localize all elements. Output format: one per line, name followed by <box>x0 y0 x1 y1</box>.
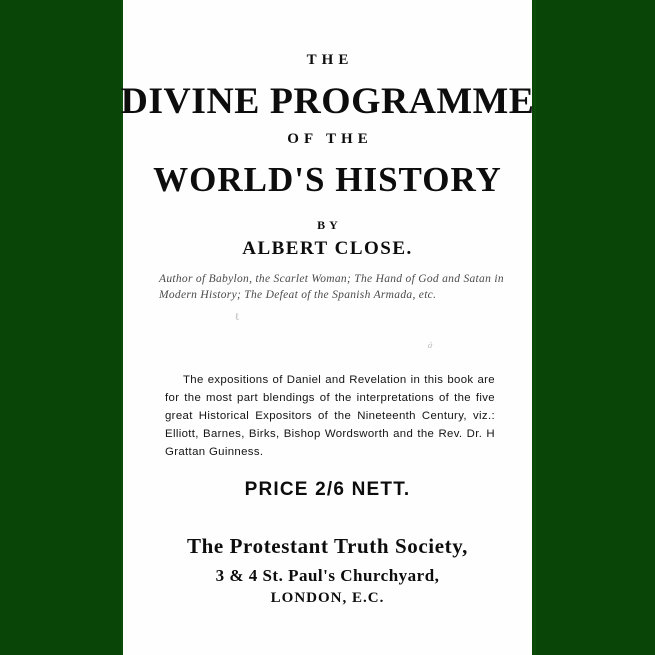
publisher-address: 3 & 4 St. Paul's Churchyard, <box>215 566 440 585</box>
price-label: PRICE 2/6 NETT. <box>244 479 411 500</box>
credits-work-1: Babylon, the Scarlet Woman <box>208 273 347 285</box>
binding-band-right <box>532 0 655 655</box>
author-name: ALBERT CLOSE. <box>242 238 413 259</box>
scan-smudge-mark: ℓ <box>233 311 241 324</box>
publisher-name: The Protestant Truth Society, <box>186 534 469 558</box>
byline-label: BY <box>317 218 342 232</box>
page-title-primary: DIVINE PROGRAMME <box>120 81 535 122</box>
credits-separator-1: ; <box>346 273 355 285</box>
binding-band-left <box>0 0 123 655</box>
credits-work-3: The Defeat of the Spanish Armada <box>244 289 413 301</box>
book-description-paragraph: The expositions of Daniel and Revelation in this book are for the most part blendings of the interpretations of the five great Historical Expositors of the Nineteenth Century, viz.: Elliott, Barnes, Birks, Bishop Wordsworth and the Rev. Dr. H Grattan Guinness. <box>165 374 495 458</box>
credits-prefix: Author of <box>159 273 209 285</box>
page-title-secondary: WORLD'S HISTORY <box>153 160 502 199</box>
publisher-city: LONDON, E.C. <box>270 590 385 606</box>
credits-separator-2: ; <box>236 289 245 301</box>
title-line-of-the: OF THE <box>287 131 373 147</box>
credits-suffix: , etc. <box>412 289 437 301</box>
page-leaf <box>120 0 535 655</box>
credits-work-2: The Hand of God and Satan in Modern History <box>159 273 504 301</box>
title-line-the: THE <box>306 52 354 68</box>
author-credits <box>159 271 504 303</box>
scan-speck-mark: à <box>427 339 434 351</box>
